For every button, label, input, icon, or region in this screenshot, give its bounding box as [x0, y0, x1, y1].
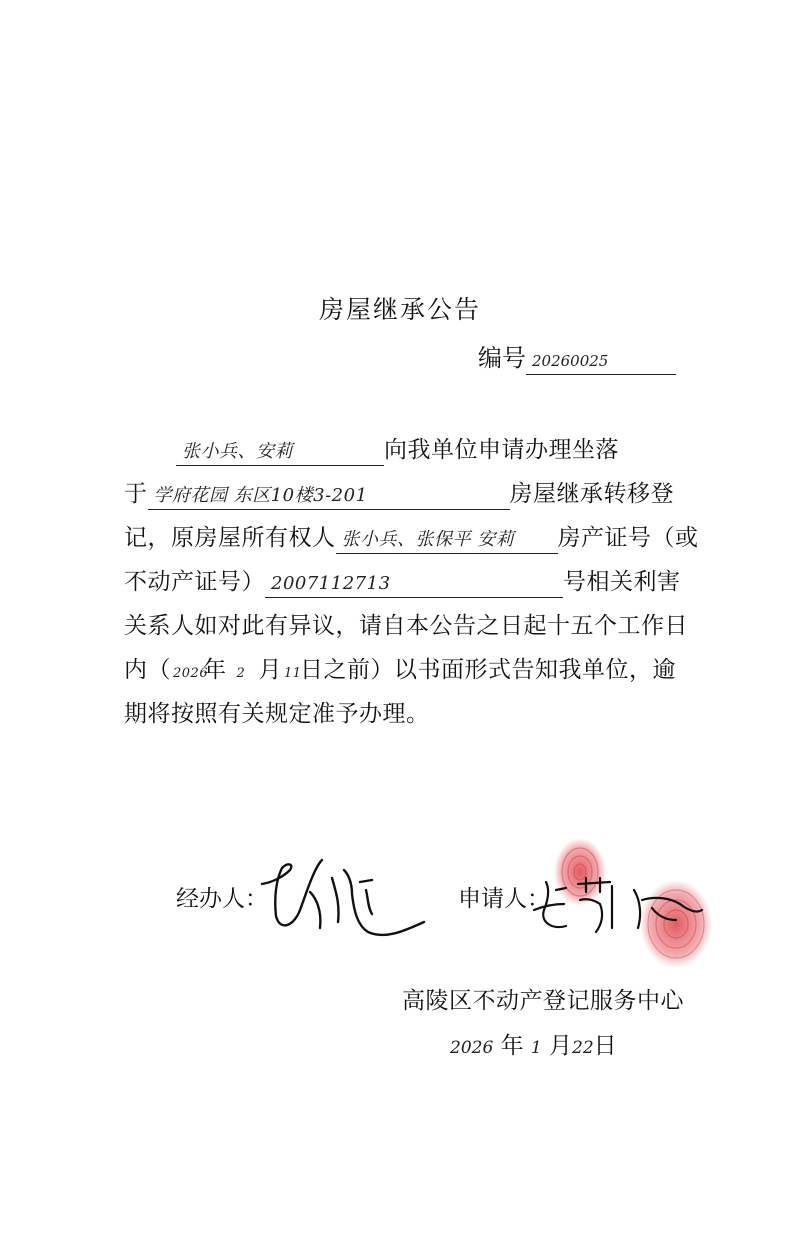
handler-label: 经办人： — [176, 886, 268, 912]
location-field: 学府花园 东区10楼3-201 — [148, 483, 510, 510]
body-line-4: 不动产证号） 2007112713 号相关利害 — [124, 560, 694, 604]
serial-label: 编号 — [478, 344, 526, 372]
notice-body — [124, 428, 699, 736]
deadline-year: 2026 — [173, 666, 209, 681]
handler-signature — [256, 852, 436, 942]
date-year: 2026 — [450, 1038, 494, 1058]
owners-field: 张小兵、张保平 安莉 — [336, 527, 558, 554]
serial-value: 20260025 — [526, 348, 676, 375]
body-line-1: 张小兵、安莉 向我单位申请办理坐落 — [124, 428, 694, 472]
deadline-day: 11 — [284, 666, 302, 681]
deadline-month: 2 — [236, 666, 246, 681]
date-month: 1 — [530, 1038, 542, 1058]
page-title: 房屋继承公告 — [318, 295, 481, 324]
body-line-3: 记，原房屋所有权人 张小兵、张保平 安莉 房产证号（或 — [124, 516, 694, 560]
body-line-6: 内（ 2026年 2 月 11日之前）以书面形式告知我单位，逾 — [124, 648, 694, 692]
applicant-label: 申请人： — [458, 886, 550, 912]
body-line-7: 期将按照有关规定准予办理。 — [124, 701, 430, 727]
issue-date: 2026 年 1 月22日 — [450, 1033, 617, 1059]
applicants-field: 张小兵、安莉 — [176, 439, 384, 466]
serial-number — [478, 338, 676, 375]
applicant-signature — [530, 870, 706, 940]
body-line-2: 于 学府花园 东区10楼3-201 房屋继承转移登 — [124, 472, 694, 516]
body-line-5: 关系人如对此有异议，请自本公告之日起十五个工作日 — [124, 613, 688, 639]
certificate-number-field: 2007112713 — [265, 571, 563, 598]
date-day: 22 — [572, 1038, 594, 1058]
issuing-office: 高陵区不动产登记服务中心 — [402, 988, 684, 1014]
